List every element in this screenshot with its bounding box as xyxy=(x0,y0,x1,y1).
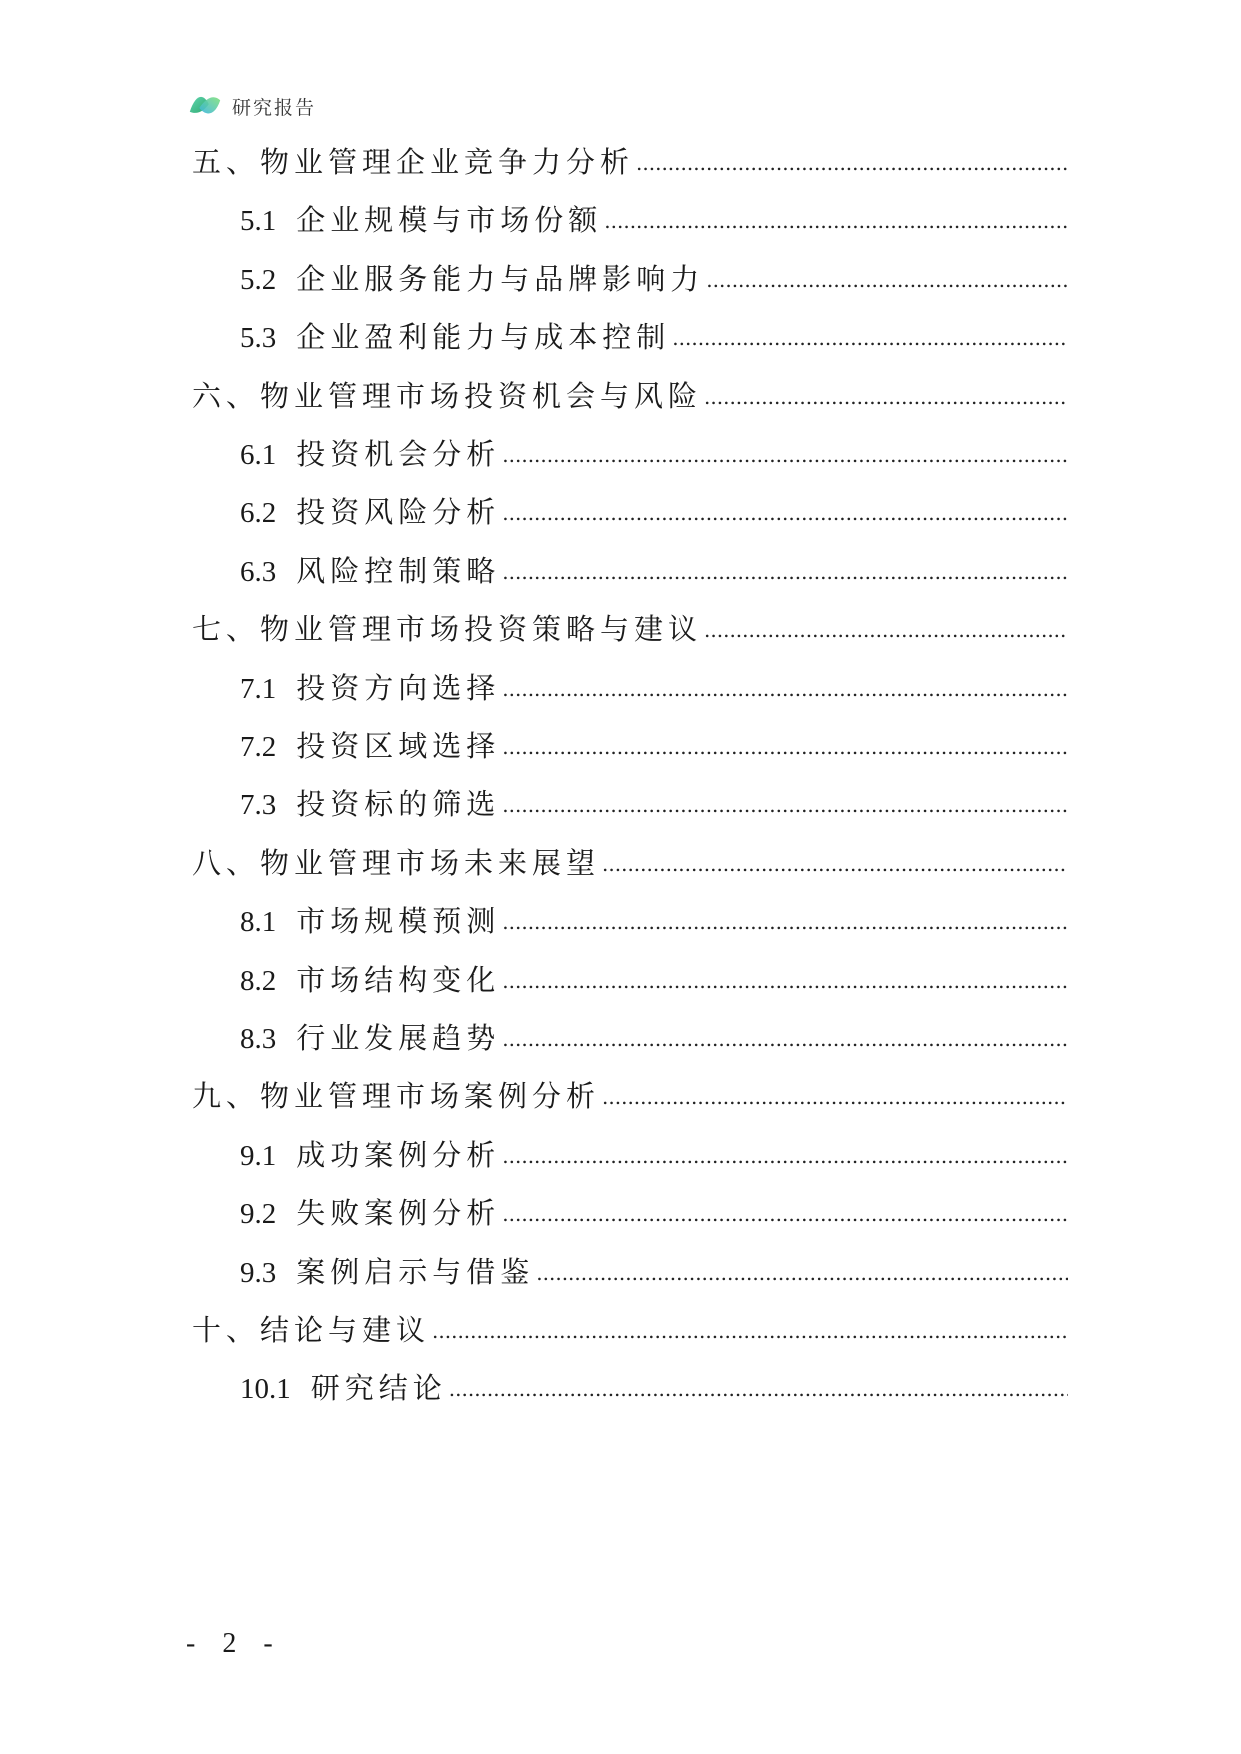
toc-entry[interactable] xyxy=(240,490,1068,534)
toc-entry[interactable] xyxy=(240,1133,1068,1177)
toc-entry-title: 企业服务能力与品牌影响力 xyxy=(296,261,705,296)
toc-entry-number: 5.3 xyxy=(240,322,277,355)
toc-entry-number: 8.2 xyxy=(240,964,277,997)
toc-entry-title: 研究结论 xyxy=(310,1371,447,1406)
toc-entry-title: 案例启示与借鉴 xyxy=(296,1254,535,1289)
toc-dot-leader xyxy=(706,268,1068,292)
page-number: - 2 - xyxy=(186,1628,283,1659)
toc-entry-title: 七、物业管理市场投资策略与建议 xyxy=(192,612,703,647)
toc-entry-number: 6.2 xyxy=(240,497,277,530)
toc-entry-title: 风险控制策略 xyxy=(296,553,501,588)
header-label: 研究报告 xyxy=(232,96,317,119)
toc-dot-leader xyxy=(602,852,1068,876)
toc-entry-number: 6.1 xyxy=(240,439,277,471)
toc-dot-leader xyxy=(502,501,1068,525)
toc-entry[interactable] xyxy=(240,549,1068,593)
toc-entry-number: 9.2 xyxy=(240,1198,277,1231)
toc-entry[interactable] xyxy=(192,1074,1068,1118)
toc-entry[interactable] xyxy=(240,257,1068,301)
toc-dot-leader xyxy=(449,1377,1068,1401)
toc-dot-leader xyxy=(604,209,1068,233)
toc-entry-title: 五、物业管理企业竞争力分析 xyxy=(192,145,635,179)
toc-entry[interactable] xyxy=(240,1016,1068,1060)
toc-entry[interactable] xyxy=(240,958,1068,1002)
toc-dot-leader xyxy=(432,1319,1068,1343)
toc-entry-number: 8.3 xyxy=(240,1023,277,1055)
toc-entry-number: 7.2 xyxy=(240,731,277,763)
toc-dot-leader xyxy=(502,910,1068,934)
toc-entry[interactable] xyxy=(192,607,1068,651)
toc-entry[interactable] xyxy=(240,432,1068,476)
toc-entry[interactable] xyxy=(240,899,1068,943)
toc-dot-leader xyxy=(502,735,1068,759)
toc-entry-title: 投资区域选择 xyxy=(296,729,501,763)
page-header xyxy=(186,86,316,126)
toc-entry-title: 企业盈利能力与成本控制 xyxy=(296,320,671,355)
toc-entry-title: 十、结论与建议 xyxy=(192,1313,431,1347)
toc-dot-leader xyxy=(704,385,1068,409)
toc-dot-leader xyxy=(672,326,1068,350)
toc-entry[interactable] xyxy=(192,374,1068,418)
toc-entry[interactable] xyxy=(240,1250,1068,1294)
toc-dot-leader xyxy=(502,1144,1068,1168)
toc-dot-leader xyxy=(502,969,1068,993)
toc-entry-number: 8.1 xyxy=(240,906,277,939)
toc-entry[interactable] xyxy=(240,198,1068,242)
toc-dot-leader xyxy=(502,560,1068,584)
toc-entry-title: 市场规模预测 xyxy=(296,904,501,939)
toc-entry[interactable] xyxy=(240,315,1068,359)
toc-entry[interactable] xyxy=(192,841,1068,885)
toc-entry-number: 7.3 xyxy=(240,789,277,822)
toc-dot-leader xyxy=(704,618,1068,642)
report-logo-icon xyxy=(186,87,224,125)
toc-dot-leader xyxy=(502,677,1068,701)
toc-entry-number: 7.1 xyxy=(240,672,277,705)
toc-dot-leader xyxy=(502,1202,1068,1226)
toc-entry[interactable] xyxy=(240,666,1068,710)
toc-entry-title: 投资风险分析 xyxy=(296,495,501,530)
toc-entry[interactable] xyxy=(240,724,1068,768)
toc-entry-title: 九、物业管理市场案例分析 xyxy=(192,1079,601,1114)
toc-entry[interactable] xyxy=(240,1366,1068,1410)
toc-dot-leader xyxy=(502,1027,1068,1051)
toc-entry[interactable] xyxy=(192,140,1068,184)
toc-entry-number: 9.1 xyxy=(240,1139,277,1172)
toc-entry-number: 6.3 xyxy=(240,555,277,588)
toc-entry-title: 八、物业管理市场未来展望 xyxy=(192,845,601,880)
toc-dot-leader xyxy=(602,1085,1068,1109)
toc-entry-number: 9.3 xyxy=(240,1256,277,1289)
toc-entry-number: 5.2 xyxy=(240,263,277,296)
toc-dot-leader xyxy=(502,443,1068,467)
toc-entry-title: 市场结构变化 xyxy=(296,962,501,997)
toc-entry-number: 5.1 xyxy=(240,205,277,238)
toc-entry[interactable] xyxy=(192,1308,1068,1352)
toc-dot-leader xyxy=(502,793,1068,817)
toc-entry-title: 成功案例分析 xyxy=(296,1137,501,1172)
toc-entry-title: 失败案例分析 xyxy=(296,1196,501,1231)
toc-entry[interactable] xyxy=(240,1191,1068,1235)
toc-entry-title: 六、物业管理市场投资机会与风险 xyxy=(192,378,703,413)
toc-entry-title: 投资机会分析 xyxy=(296,437,501,471)
toc-entry-title: 企业规模与市场份额 xyxy=(296,203,603,238)
toc-dot-leader xyxy=(636,151,1068,175)
toc-entry-number: 10.1 xyxy=(240,1373,291,1406)
toc-entry-title: 行业发展趋势 xyxy=(296,1021,501,1055)
toc-entry-title: 投资标的筛选 xyxy=(296,787,501,822)
toc-entry-title: 投资方向选择 xyxy=(296,670,501,705)
toc-dot-leader xyxy=(536,1261,1068,1285)
toc-entry[interactable] xyxy=(240,782,1068,826)
